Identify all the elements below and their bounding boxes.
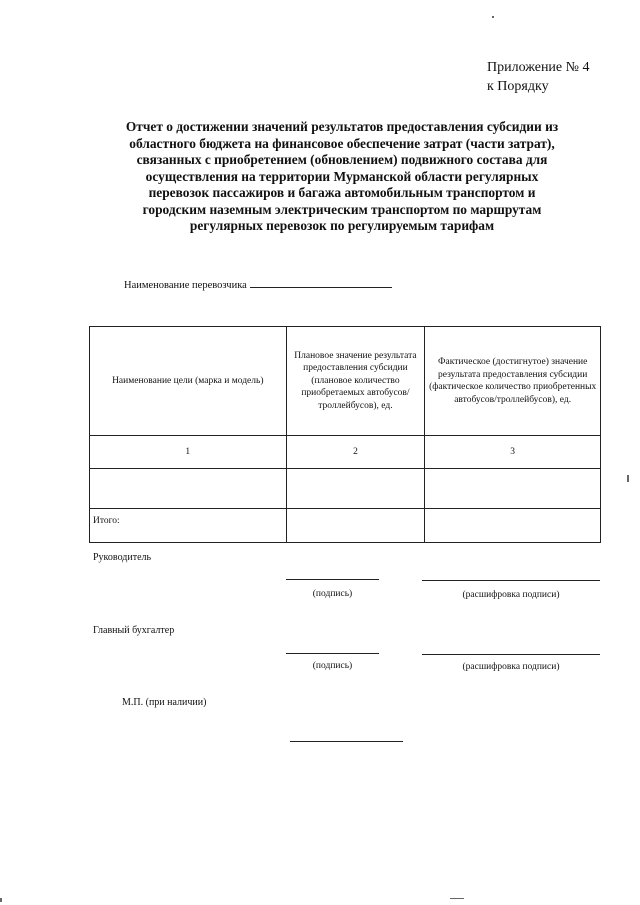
- head-signature-caption: (подпись): [312, 589, 353, 599]
- accountant-decryption-caption: (расшифровка подписи): [462, 662, 560, 672]
- stamp-label: М.П. (при наличии): [122, 697, 207, 708]
- column-number-2: 2: [286, 436, 425, 469]
- title-line-4: осуществления на территории Мурманской области регулярных: [145, 168, 539, 184]
- total-actual-cell[interactable]: [425, 509, 601, 543]
- title-line-3: связанных с приобретением (обновлением) подвижного состава для: [136, 152, 548, 167]
- head-label: Руководитель: [93, 552, 152, 563]
- document-title: [88, 119, 596, 235]
- scan-artifact: [492, 16, 494, 18]
- appendix-number: Приложение № 4: [487, 60, 590, 75]
- appendix-reference: [487, 58, 590, 96]
- title-line-7: регулярных перевозок по регулируемым тарифам: [189, 218, 495, 233]
- title-line-6: городским наземным электрическим транспортом по маршрутам: [142, 201, 542, 217]
- column-number-3: 3: [425, 436, 601, 469]
- accountant-signature-line[interactable]: [286, 653, 379, 654]
- accountant-label: Главный бухгалтер: [93, 625, 175, 636]
- table-row: [90, 469, 601, 509]
- table-cell-goal[interactable]: [90, 469, 287, 509]
- report-table: [89, 326, 601, 543]
- scan-artifact: [627, 475, 629, 482]
- scan-artifact: [0, 898, 2, 902]
- head-decryption-caption: (расшифровка подписи): [462, 590, 560, 600]
- table-number-row: [90, 436, 601, 469]
- column-number-1: 1: [90, 436, 287, 469]
- title-line-2: областного бюджета на финансовое обеспечение затрат (части затрат),: [129, 135, 555, 151]
- total-planned-cell[interactable]: [286, 509, 425, 543]
- title-line-1: Отчет о достижении значений результатов предоставления субсидии из: [125, 119, 559, 134]
- carrier-name-label: Наименование перевозчика: [124, 280, 247, 291]
- accountant-signature-caption: (подпись): [312, 661, 353, 671]
- carrier-name-row: [124, 277, 392, 291]
- appendix-order: к Порядку: [487, 79, 549, 94]
- stamp-line[interactable]: [290, 741, 403, 742]
- header-planned-value: Плановое значение результата предоставления субсидии (плановое количество приобретаемых автобусов/троллейбусов), ед.: [286, 327, 425, 436]
- table-cell-planned[interactable]: [286, 469, 425, 509]
- header-actual-value: Фактическое (достигнутое) значение результата предоставления субсидии (фактическое количество приобретенных автобусов/троллейбусов), ед.: [425, 327, 601, 436]
- table-header-row: [90, 327, 601, 436]
- scan-artifact: [450, 898, 464, 899]
- table-total-row: [90, 509, 601, 543]
- head-decryption-line[interactable]: [422, 580, 600, 581]
- table-cell-actual[interactable]: [425, 469, 601, 509]
- header-goal-name: Наименование цели (марка и модель): [90, 327, 287, 436]
- title-line-5: перевозок пассажиров и багажа автомобильным транспортом и: [148, 185, 536, 200]
- head-signature-line[interactable]: [286, 579, 379, 580]
- total-label: Итого:: [90, 509, 287, 543]
- carrier-name-field[interactable]: [250, 277, 392, 288]
- accountant-decryption-line[interactable]: [422, 654, 600, 655]
